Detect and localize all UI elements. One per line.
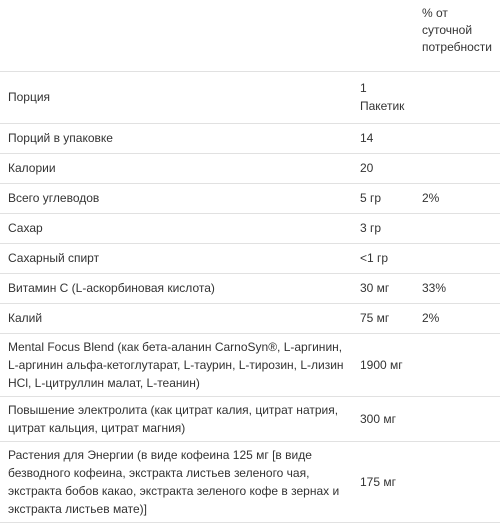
table-row — [0, 441, 500, 522]
nutrient-daily-value — [414, 396, 500, 441]
nutrient-name: Сахарный спирт — [0, 243, 352, 273]
nutrient-amount: 20 — [352, 153, 414, 183]
nutrient-daily-value: 2% — [414, 303, 500, 333]
nutrient-amount: 175 мг — [352, 441, 414, 522]
table-row — [0, 303, 500, 333]
nutrient-amount: 14 — [352, 123, 414, 153]
table-row — [0, 396, 500, 441]
nutrient-amount: 30 мг — [352, 273, 414, 303]
table-row — [0, 71, 500, 123]
nutrient-name: Всего углеводов — [0, 183, 352, 213]
nutrient-name: Порций в упаковке — [0, 123, 352, 153]
nutrient-amount: <1 гр — [352, 243, 414, 273]
nutrient-daily-value — [414, 123, 500, 153]
nutrient-amount: 5 гр — [352, 183, 414, 213]
nutrient-amount: 1900 мг — [352, 333, 414, 396]
table-row — [0, 123, 500, 153]
header-amount-cell — [352, 0, 414, 71]
nutrient-amount: 3 гр — [352, 213, 414, 243]
nutrient-daily-value: 33% — [414, 273, 500, 303]
nutrient-daily-value — [414, 71, 500, 123]
nutrient-name: Mental Focus Blend (как бета-аланин CarnoSyn®, L-аргинин, L-аргинин альфа-кетоглутарат, L-таурин, L-тирозин, L-лизин HCl, L-цитруллин малат, L-теанин) — [0, 333, 352, 396]
nutrient-amount: 300 мг — [352, 396, 414, 441]
nutrient-name: Сахар — [0, 213, 352, 243]
nutrient-daily-value — [414, 153, 500, 183]
nutrient-amount: 75 мг — [352, 303, 414, 333]
table-row — [0, 243, 500, 273]
nutrient-name: Растения для Энергии (в виде кофеина 125 мг [в виде безводного кофеина, экстракта листьев зеленого чая, экстракта бобов какао, экстракта зеленого кофе в зернах и экстракта листьев мате)] — [0, 441, 352, 522]
nutrient-daily-value — [414, 213, 500, 243]
nutrient-daily-value — [414, 441, 500, 522]
daily-value-header: % от суточной потребности — [414, 0, 500, 71]
table-row — [0, 213, 500, 243]
header-name-cell — [0, 0, 352, 71]
nutrient-daily-value: 2% — [414, 183, 500, 213]
nutrient-daily-value — [414, 333, 500, 396]
table-row — [0, 153, 500, 183]
nutrient-amount: 1 Пакетик — [352, 71, 414, 123]
nutrient-daily-value — [414, 243, 500, 273]
table-row — [0, 333, 500, 396]
nutrient-name: Повышение электролита (как цитрат калия, цитрат натрия, цитрат кальция, цитрат магния) — [0, 396, 352, 441]
nutrient-name: Витамин С (L-аскорбиновая кислота) — [0, 273, 352, 303]
nutrient-name: Порция — [0, 71, 352, 123]
nutrient-name: Калории — [0, 153, 352, 183]
table-header-row — [0, 0, 500, 71]
nutrient-name: Калий — [0, 303, 352, 333]
table-row — [0, 183, 500, 213]
table-row — [0, 273, 500, 303]
